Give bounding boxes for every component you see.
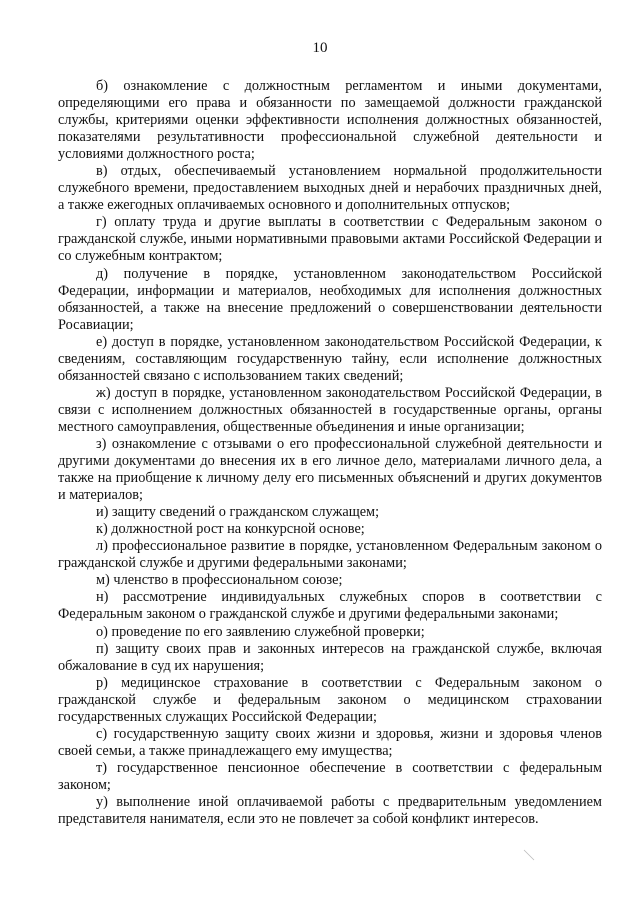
paragraph-i: и) защиту сведений о гражданском служащем; xyxy=(96,504,380,521)
paragraph-v: в) отдых, обеспечиваемый установлением нормальной продолжительности служебного времени, предоставлением выходных дней и нерабочих праздничных дней, а также ежегодных оплачиваемых основного и дополнительных отпусков; xyxy=(58,163,602,214)
paragraph-p: п) защиту своих прав и законных интересов на гражданской службе, включая обжалование в суд их нарушения; xyxy=(58,640,602,674)
paragraph-g: г) оплату труда и другие выплаты в соответствии с Федеральным законом о гражданской службе, иными нормативными правовыми актами Российской Федерации и со служебным контрактом; xyxy=(58,214,602,265)
paragraph-b: б) ознакомление с должностным регламентом и иными документами, определяющими его права и обязанности по замещаемой должности гражданской службы, критериями оценки эффективности исполнения должностных обязанностей, показателями результативности профессиональной служебной деятельности и условиями должностного роста; xyxy=(58,78,602,163)
paragraph-n: н) рассмотрение индивидуальных служебных споров в соответствии с Федеральным законом о гражданской службе и другими федеральными законами; xyxy=(58,589,602,623)
paragraph-t: т) государственное пенсионное обеспечение в соответствии с федеральным законом; xyxy=(58,759,602,793)
paragraph-r: р) медицинское страхование в соответствии с Федеральным законом о гражданской службе и федеральным законом о медицинском страховании государственных служащих Российской Федерации; xyxy=(58,674,602,725)
paragraph-z: з) ознакомление с отзывами о его профессиональной служебной деятельности и другими документами до внесения их в его личное дело, материалами личного дела, а также на приобщение к личному делу его письменных объяснений и других документов и материалов; xyxy=(58,435,602,504)
paragraph-m: м) членство в профессиональном союзе; xyxy=(96,572,343,589)
scan-speck-mark xyxy=(522,848,536,862)
paragraph-s: с) государственную защиту своих жизни и здоровья, жизни и здоровья членов своей семьи, а также принадлежащего ему имущества; xyxy=(58,725,602,759)
paragraph-e: е) доступ в порядке, установленном законодательством Российской Федерации, к сведениям, составляющим государственную тайну, если исполнение должностных обязанностей связано с использованием таких сведений; xyxy=(58,333,602,384)
paragraph-d: д) получение в порядке, установленном законодательством Российской Федерации, информации и материалов, необходимых для исполнения должностных обязанностей, а также на внесение предложений о совершенствовании деятельности Росавиации; xyxy=(58,265,602,333)
paragraph-l: л) профессиональное развитие в порядке, установленном Федеральным законом о гражданской службе и другими федеральными законами; xyxy=(58,538,602,572)
paragraph-o: о) проведение по его заявлению служебной проверки; xyxy=(96,623,425,640)
document-body xyxy=(58,78,602,828)
paragraph-k: к) должностной рост на конкурсной основе; xyxy=(96,521,365,538)
paragraph-zh: ж) доступ в порядке, установленном законодательством Российской Федерации, в связи с исполнением должностных обязанностей в государственные органы, органы местного самоуправления, общественные объединения и иные организации; xyxy=(58,384,602,435)
paragraph-u: у) выполнение иной оплачиваемой работы с предварительным уведомлением представителя нанимателя, если это не повлечет за собой конфликт интересов. xyxy=(58,793,602,828)
page-number: 10 xyxy=(312,40,328,56)
